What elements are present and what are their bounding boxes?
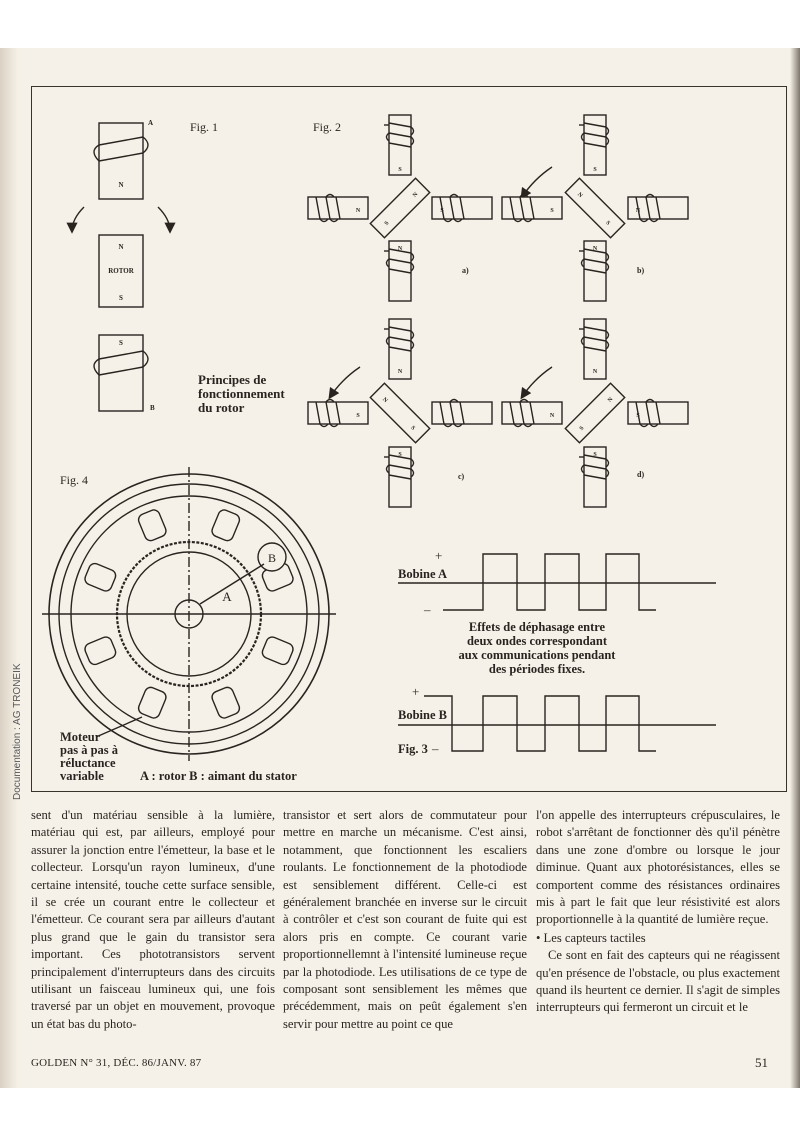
svg-text:N: N [635, 208, 641, 214]
fig4-caption [60, 730, 297, 783]
photo-credit [12, 786, 26, 800]
rotor-label: ROTOR [108, 267, 134, 275]
bobine-b-label: Bobine B [398, 708, 447, 722]
fig1-top-coil [94, 119, 153, 199]
text-column-3 [536, 807, 780, 1017]
svg-text:du rotor: du rotor [198, 400, 245, 415]
stator-slot [137, 686, 168, 720]
figures-svg [32, 87, 786, 791]
fig2-diagram-b [502, 115, 688, 301]
svg-text:S: S [604, 220, 611, 227]
svg-text:des périodes fixes.: des périodes fixes. [488, 662, 586, 676]
rotor-pole-s: S [119, 294, 123, 302]
svg-text:S: S [383, 220, 391, 228]
svg-text:–: – [424, 602, 431, 617]
svg-text:N: N [380, 396, 389, 405]
fig1-caption [198, 372, 285, 415]
svg-text:S: S [593, 452, 597, 458]
fig2-diagram-c [308, 319, 492, 507]
svg-text:S: S [398, 167, 402, 173]
figure-panel [31, 86, 787, 792]
svg-text:S: S [440, 208, 444, 214]
svg-text:variable: variable [60, 769, 104, 783]
fig1-bottom-coil [94, 335, 155, 412]
svg-text:+: + [435, 548, 443, 563]
svg-text:réluctance: réluctance [60, 756, 116, 770]
fig2-label: Fig. 2 [313, 120, 342, 134]
svg-text:Moteur: Moteur [60, 730, 101, 744]
fig4-legend: A : rotor B : aimant du stator [140, 769, 297, 783]
fig1-rotor [99, 235, 143, 307]
stator-slot [210, 508, 241, 542]
svg-text:+: + [412, 684, 420, 699]
svg-text:N: N [397, 246, 403, 252]
section-heading-capteurs-tactiles: • Les capteurs tactiles [536, 930, 646, 945]
rotor-a-label: A [222, 589, 232, 604]
svg-text:fonctionnement: fonctionnement [198, 386, 285, 401]
column-2-paragraph: transistor et sert alors de commutateur pour mettre en marche un mécanisme. C'est ainsi, notamment, que fonctionnent les escaliers roulants. Le fonctionnement de la photodiode est sensiblement différent. Celle-ci est généralement branchée en inverse sur le circuit à contrôler et c'est son courant de fuite qui est alors pris en compte. Ce courant varie proportionnellemnt à l'intensité lumineuse reçue par la photodiode. Les utilisations de ce type de composant sont sensiblement les mêmes que précédemment, mais on peût également s'en servir pour mettre au point ce que [283, 808, 527, 1031]
column-3-paragraph-1: l'on appelle des interrupteurs crépusculaires, le robot s'arrêtant de fonctionner dès qu'il pénètre dans une zone d'ombre ou lorsque le jour diminue. Quant aux photorésistances, elles se comportent comme des résistances ordinaires mis à part le fait que leur résistivité est alors proportionnelle à la quantité de lumière reçue. [536, 808, 780, 927]
fig3-caption [459, 620, 617, 676]
subfig-b-label: b) [637, 266, 645, 275]
page-edge-shade [790, 48, 800, 1088]
svg-text:N: N [575, 191, 584, 200]
pole-s-label: S [119, 339, 123, 347]
rotation-arrow-left [72, 207, 84, 231]
svg-text:S: S [356, 413, 360, 419]
svg-text:Principes de: Principes de [198, 372, 267, 387]
svg-text:–: – [432, 741, 439, 756]
svg-text:N: N [397, 369, 403, 375]
svg-text:N: N [549, 413, 555, 419]
stator-slot [137, 508, 168, 542]
page-gutter-shade [0, 48, 18, 1088]
svg-text:S: S [550, 208, 554, 214]
svg-text:S: S [398, 452, 402, 458]
stator-slot [261, 635, 295, 666]
coil-terminal-a: A [148, 119, 154, 127]
svg-text:S: S [409, 425, 416, 432]
pole-n-label: N [118, 181, 124, 189]
bobine-a-label: Bobine A [398, 567, 447, 581]
svg-text:deux ondes correspondant: deux ondes correspondant [466, 634, 608, 648]
footer-issue: GOLDEN N° 31, DÉC. 86/JANV. 87 [31, 1057, 202, 1069]
svg-text:N: N [355, 208, 361, 214]
fig4-label: Fig. 4 [60, 473, 89, 487]
column-3-paragraph-2: Ce sont en fait des capteurs qui ne réagissent qu'en présence de l'obstacle, ou plus exactement quand ils heurtent ce dernier. Il s'agit de simples interrupteurs qui fermeront un circuit et le [536, 948, 780, 1015]
fig3-waveforms [398, 548, 716, 756]
fig2-diagram-d [502, 319, 688, 507]
column-1-paragraph: sent d'un matériau sensible à la lumière, matériau qui est, par ailleurs, employé pour assurer la jonction entre l'émetteur, la base et le collecteur. Lorsqu'un rayon lumineux, d'une certaine intensité, touche cette surface sensible, il se crée un courant entre le collecteur et l'émetteur. Ce courant sera par ailleurs d'autant plus grand que le gain du transistor sera important. Ces phototransistors servent principalement d'interrupteurs dans des circuits utilisant un faisceau lumineux qui, une fois traversé par un objet en mouvement, provoque un état bas du photo- [31, 808, 275, 1031]
svg-text:Effets de déphasage entre: Effets de déphasage entre [468, 620, 606, 634]
subfig-a-label: a) [462, 266, 469, 275]
stator-slot [83, 635, 117, 666]
text-column-2 [283, 807, 527, 1033]
svg-text:S: S [636, 413, 640, 419]
subfig-c-label: c) [458, 472, 465, 481]
svg-text:pas à pas à: pas à pas à [60, 743, 119, 757]
fig2-diagram-a [308, 115, 492, 301]
stator-magnet-b-label: B [267, 551, 277, 565]
rotor-pole-n: N [118, 243, 124, 251]
fig3-label: Fig. 3 [398, 742, 428, 756]
svg-text:S: S [593, 167, 597, 173]
svg-text:aux communications pendant: aux communications pendant [458, 648, 616, 662]
rotation-arrow-right [158, 207, 170, 231]
svg-text:N: N [607, 396, 615, 404]
svg-text:N: N [592, 246, 598, 252]
page-number: 51 [755, 1055, 768, 1070]
stator-slot [83, 562, 117, 593]
fig4-motor-diagram [42, 467, 336, 761]
coil-terminal-b: B [150, 404, 155, 412]
fig1-label: Fig. 1 [190, 120, 219, 134]
subfig-d-label: d) [637, 470, 645, 479]
svg-text:S: S [578, 425, 586, 433]
stator-slot [210, 686, 241, 720]
svg-text:N: N [592, 369, 598, 375]
svg-text:N: N [412, 191, 420, 199]
text-column-1 [31, 807, 275, 1033]
